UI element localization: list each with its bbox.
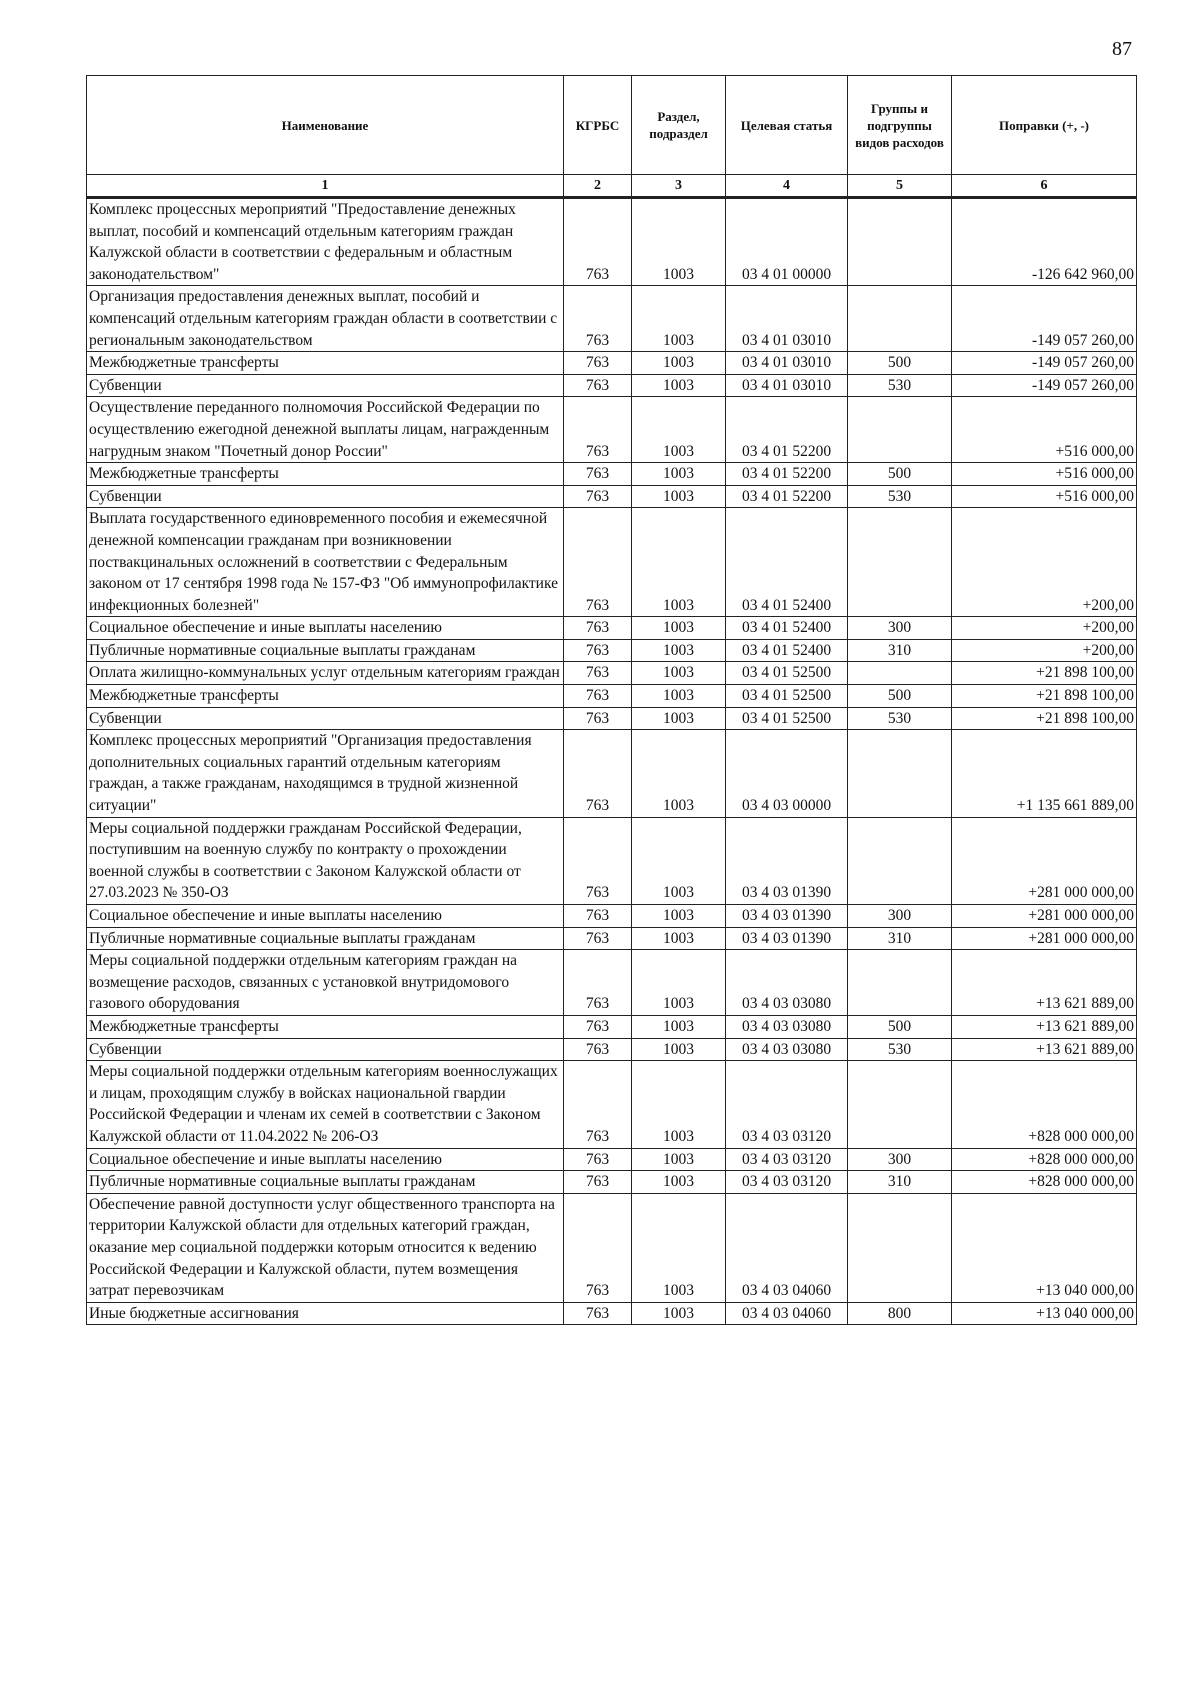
row-target: 03 4 01 00000 [726,198,848,286]
table-row [87,198,1137,286]
table-row [87,927,1137,950]
row-amount: -149 057 260,00 [952,374,1137,397]
row-target: 03 4 03 01390 [726,905,848,928]
row-name: Межбюджетные трансферты [87,1015,564,1038]
table-row [87,374,1137,397]
row-kgrbs: 763 [564,617,632,640]
table-row [87,685,1137,708]
column-number: 1 [87,175,564,198]
row-section: 1003 [632,662,726,685]
row-target: 03 4 01 03010 [726,374,848,397]
row-name: Межбюджетные трансферты [87,352,564,375]
column-number: 4 [726,175,848,198]
table-row [87,730,1137,817]
row-group: 300 [848,905,952,928]
row-name: Обеспечение равной доступности услуг общественного транспорта на территории Калужской области для отдельных категорий граждан, оказание мер социальной поддержки которым относится к ведению Российской Федерации и Калужской области, путем возмещения затрат перевозчикам [87,1193,564,1302]
row-kgrbs: 763 [564,198,632,286]
table-row [87,1302,1137,1325]
row-section: 1003 [632,485,726,508]
row-section: 1003 [632,950,726,1016]
header-name: Наименование [87,76,564,175]
row-section: 1003 [632,905,726,928]
row-section: 1003 [632,639,726,662]
row-group: 500 [848,685,952,708]
header-row [87,76,1137,175]
row-name: Межбюджетные трансферты [87,685,564,708]
column-number: 3 [632,175,726,198]
row-section: 1003 [632,352,726,375]
column-number: 6 [952,175,1137,198]
row-target: 03 4 01 52200 [726,485,848,508]
row-kgrbs: 763 [564,397,632,463]
row-section: 1003 [632,730,726,817]
row-name: Меры социальной поддержки гражданам Российской Федерации, поступившим на военную службу по контракту о прохождении военной службы в соответствии с Законом Калужской области от 27.03.2023 № 350-ОЗ [87,817,564,904]
row-group: 300 [848,617,952,640]
table-row [87,905,1137,928]
row-kgrbs: 763 [564,1038,632,1061]
row-target: 03 4 03 04060 [726,1193,848,1302]
row-target: 03 4 03 04060 [726,1302,848,1325]
row-amount: +281 000 000,00 [952,927,1137,950]
row-name: Публичные нормативные социальные выплаты гражданам [87,927,564,950]
row-kgrbs: 763 [564,508,632,617]
row-group [848,397,952,463]
row-kgrbs: 763 [564,1148,632,1171]
row-section: 1003 [632,1193,726,1302]
row-target: 03 4 01 03010 [726,352,848,375]
row-group: 300 [848,1148,952,1171]
table-row [87,1038,1137,1061]
row-section: 1003 [632,1302,726,1325]
row-kgrbs: 763 [564,463,632,486]
row-target: 03 4 03 01390 [726,817,848,904]
row-name: Выплата государственного единовременного пособия и ежемесячной денежной компенсации гражданам при возникновении поствакцинальных осложнений в соответствии с Федеральным законом от 17 сентября 1998 года № 157-ФЗ "Об иммунопрофилактике инфекционных болезней" [87,508,564,617]
row-section: 1003 [632,707,726,730]
row-kgrbs: 763 [564,707,632,730]
row-kgrbs: 763 [564,1015,632,1038]
row-kgrbs: 763 [564,286,632,352]
row-kgrbs: 763 [564,1171,632,1194]
row-amount: +200,00 [952,617,1137,640]
row-target: 03 4 03 00000 [726,730,848,817]
row-kgrbs: 763 [564,1193,632,1302]
header-target: Целевая статья [726,76,848,175]
row-amount: +828 000 000,00 [952,1171,1137,1194]
row-name: Осуществление переданного полномочия Российской Федерации по осуществлению ежегодной денежной выплаты лицам, награжденным нагрудным знаком "Почетный донор России" [87,397,564,463]
table-row [87,639,1137,662]
row-kgrbs: 763 [564,730,632,817]
row-amount: +1 135 661 889,00 [952,730,1137,817]
row-group: 310 [848,927,952,950]
row-group: 500 [848,1015,952,1038]
column-number: 2 [564,175,632,198]
row-kgrbs: 763 [564,1061,632,1148]
row-kgrbs: 763 [564,817,632,904]
row-name: Межбюджетные трансферты [87,463,564,486]
row-name: Меры социальной поддержки отдельным категориям граждан на возмещение расходов, связанных с установкой внутридомового газового оборудования [87,950,564,1016]
table-row [87,286,1137,352]
row-name: Субвенции [87,707,564,730]
row-group [848,950,952,1016]
row-amount: +828 000 000,00 [952,1061,1137,1148]
row-kgrbs: 763 [564,950,632,1016]
header-amount: Поправки (+, -) [952,76,1137,175]
table-row [87,950,1137,1016]
row-kgrbs: 763 [564,662,632,685]
row-name: Социальное обеспечение и иные выплаты населению [87,1148,564,1171]
row-target: 03 4 03 01390 [726,927,848,950]
table-row [87,1061,1137,1148]
row-kgrbs: 763 [564,685,632,708]
row-name: Публичные нормативные социальные выплаты гражданам [87,1171,564,1194]
row-target: 03 4 01 03010 [726,286,848,352]
row-group: 310 [848,1171,952,1194]
table-row [87,662,1137,685]
row-target: 03 4 03 03120 [726,1061,848,1148]
row-amount: +13 040 000,00 [952,1193,1137,1302]
row-group [848,730,952,817]
row-amount: +13 621 889,00 [952,1038,1137,1061]
row-target: 03 4 03 03080 [726,1015,848,1038]
table-row [87,617,1137,640]
row-name: Субвенции [87,485,564,508]
row-amount: +516 000,00 [952,463,1137,486]
row-group [848,662,952,685]
row-target: 03 4 03 03120 [726,1171,848,1194]
row-section: 1003 [632,508,726,617]
row-target: 03 4 03 03080 [726,1038,848,1061]
row-name: Субвенции [87,374,564,397]
row-target: 03 4 01 52200 [726,463,848,486]
table-row [87,1015,1137,1038]
row-kgrbs: 763 [564,374,632,397]
row-section: 1003 [632,817,726,904]
row-group [848,1193,952,1302]
column-number-row [87,175,1137,198]
table-row [87,707,1137,730]
row-section: 1003 [632,198,726,286]
row-amount: +200,00 [952,639,1137,662]
row-name: Публичные нормативные социальные выплаты гражданам [87,639,564,662]
row-section: 1003 [632,397,726,463]
row-amount: +21 898 100,00 [952,662,1137,685]
row-target: 03 4 03 03080 [726,950,848,1016]
column-number: 5 [848,175,952,198]
row-section: 1003 [632,1038,726,1061]
row-amount: -126 642 960,00 [952,198,1137,286]
row-target: 03 4 03 03120 [726,1148,848,1171]
table-row [87,817,1137,904]
row-section: 1003 [632,1148,726,1171]
row-target: 03 4 01 52400 [726,617,848,640]
row-section: 1003 [632,286,726,352]
row-group [848,508,952,617]
row-section: 1003 [632,1015,726,1038]
row-section: 1003 [632,374,726,397]
row-amount: +13 621 889,00 [952,1015,1137,1038]
budget-table [86,75,1137,1325]
row-section: 1003 [632,617,726,640]
row-name: Иные бюджетные ассигнования [87,1302,564,1325]
row-name: Меры социальной поддержки отдельным категориям военнослужащих и лицам, проходящим службу в войсках национальной гвардии Российской Федерации и членам их семей в соответствии с Законом Калужской области от 11.04.2022 № 206-ОЗ [87,1061,564,1148]
row-section: 1003 [632,927,726,950]
row-name: Оплата жилищно-коммунальных услуг отдельным категориям граждан [87,662,564,685]
table-row [87,1148,1137,1171]
row-amount: +828 000 000,00 [952,1148,1137,1171]
row-kgrbs: 763 [564,905,632,928]
row-target: 03 4 01 52200 [726,397,848,463]
row-group [848,198,952,286]
row-amount: +13 621 889,00 [952,950,1137,1016]
row-amount: +281 000 000,00 [952,817,1137,904]
row-group [848,1061,952,1148]
row-target: 03 4 01 52400 [726,508,848,617]
row-amount: +21 898 100,00 [952,685,1137,708]
row-section: 1003 [632,463,726,486]
row-amount: +281 000 000,00 [952,905,1137,928]
row-kgrbs: 763 [564,485,632,508]
row-target: 03 4 01 52400 [726,639,848,662]
table-row [87,397,1137,463]
row-amount: +516 000,00 [952,485,1137,508]
row-section: 1003 [632,1061,726,1148]
header-kgrbs: КГРБС [564,76,632,175]
row-amount: +516 000,00 [952,397,1137,463]
row-name: Комплекс процессных мероприятий "Организация предоставления дополнительных социальных гарантий отдельным категориям граждан, а также гражданам, находящимся в трудной жизненной ситуации" [87,730,564,817]
row-target: 03 4 01 52500 [726,662,848,685]
row-amount: +200,00 [952,508,1137,617]
row-name: Комплекс процессных мероприятий "Предоставление денежных выплат, пособий и компенсаций отдельным категориям граждан Калужской области в соответствии с федеральным и областным законодательством" [87,198,564,286]
row-group [848,817,952,904]
row-name: Субвенции [87,1038,564,1061]
row-amount: -149 057 260,00 [952,286,1137,352]
row-kgrbs: 763 [564,927,632,950]
row-group: 530 [848,374,952,397]
row-group: 500 [848,352,952,375]
row-name: Организация предоставления денежных выплат, пособий и компенсаций отдельным категориям граждан области в соответствии с региональным законодательством [87,286,564,352]
table-row [87,508,1137,617]
row-target: 03 4 01 52500 [726,685,848,708]
row-kgrbs: 763 [564,639,632,662]
row-target: 03 4 01 52500 [726,707,848,730]
row-group: 500 [848,463,952,486]
header-groups: Группы и подгруппы видов расходов [848,76,952,175]
row-group: 530 [848,707,952,730]
row-group: 310 [848,639,952,662]
table-row [87,352,1137,375]
table-row [87,1171,1137,1194]
row-kgrbs: 763 [564,1302,632,1325]
row-section: 1003 [632,1171,726,1194]
header-section: Раздел, подраздел [632,76,726,175]
row-group [848,286,952,352]
page-number: 87 [1112,38,1132,60]
row-amount: -149 057 260,00 [952,352,1137,375]
table-row [87,485,1137,508]
row-name: Социальное обеспечение и иные выплаты населению [87,617,564,640]
row-group: 800 [848,1302,952,1325]
row-group: 530 [848,1038,952,1061]
row-amount: +21 898 100,00 [952,707,1137,730]
row-amount: +13 040 000,00 [952,1302,1137,1325]
row-name: Социальное обеспечение и иные выплаты населению [87,905,564,928]
row-group: 530 [848,485,952,508]
table-row [87,1193,1137,1302]
row-kgrbs: 763 [564,352,632,375]
table-row [87,463,1137,486]
row-section: 1003 [632,685,726,708]
